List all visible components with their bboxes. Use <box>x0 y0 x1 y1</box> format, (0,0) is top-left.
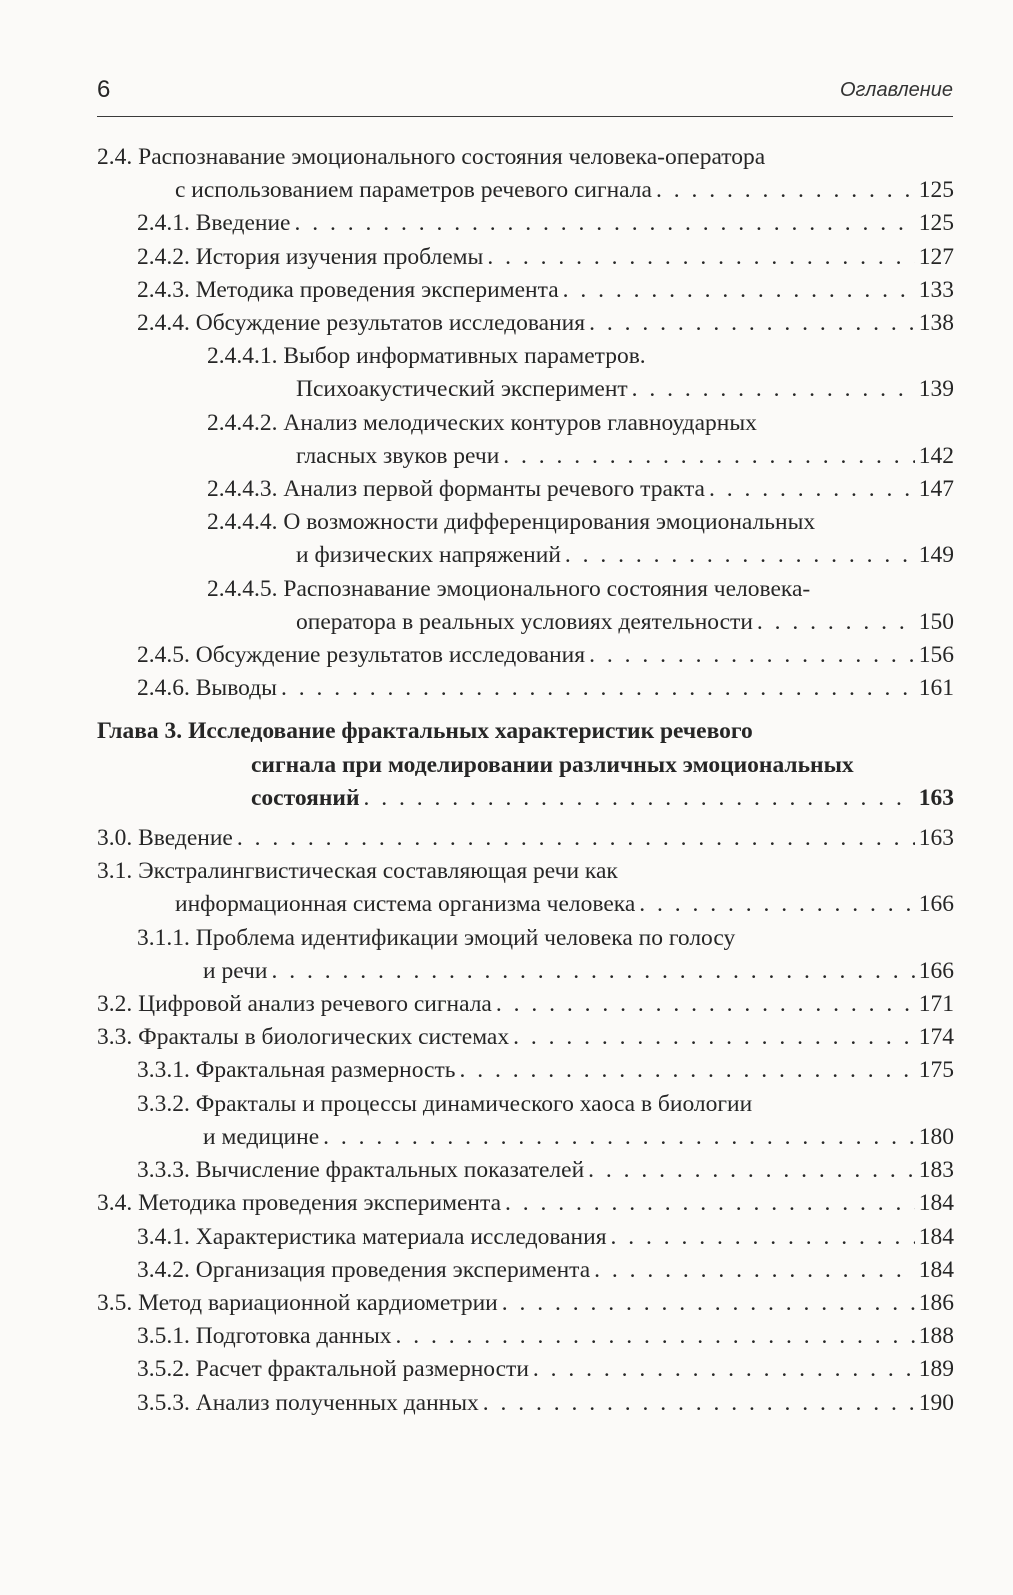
toc-entry-title: 3.3.2. Фракталы и процессы динамического хаоса в биологии <box>137 1090 753 1117</box>
toc-page-number: 188 <box>918 1323 954 1350</box>
toc-entry-number: 3.5. <box>97 1289 133 1316</box>
toc-entry <box>97 1254 954 1287</box>
toc-entry-number: 2.4.4.1. <box>207 343 278 370</box>
toc-entry-number: 2.4.3. <box>137 276 190 303</box>
dot-leader <box>594 1254 915 1287</box>
toc-page-number: 133 <box>918 276 954 303</box>
dot-leader <box>709 473 915 506</box>
toc-entry-title: 3.4. Методика проведения эксперимента <box>97 1190 501 1217</box>
toc-entry <box>97 639 954 672</box>
toc-page-number: 174 <box>918 1024 954 1051</box>
toc-page-number: 142 <box>918 442 954 469</box>
dot-leader <box>589 307 915 340</box>
toc-entry-title: 3.5.2. Расчет фрактальной размерности <box>137 1356 529 1383</box>
dot-leader <box>502 1287 915 1320</box>
toc-entry-title: 2.4.4.1. Выбор информативных параметров. <box>207 343 646 370</box>
toc-page-number: 189 <box>918 1356 954 1383</box>
toc-entry <box>97 1021 954 1054</box>
toc-page-number: 149 <box>918 542 954 569</box>
toc-entry-number: 2.4.1. <box>137 210 190 237</box>
dot-leader <box>611 1221 915 1254</box>
toc-entry <box>97 1320 954 1353</box>
toc-entry <box>97 1054 954 1087</box>
toc-entry-title: 3.1. Экстралингвистическая составляющая речи как <box>97 858 618 885</box>
toc-entry-title: с использованием параметров речевого сигнала <box>175 177 652 204</box>
dot-leader <box>496 988 915 1021</box>
dot-leader <box>271 955 914 988</box>
toc-entry-title: и речи <box>203 957 268 984</box>
toc-entry <box>97 473 954 506</box>
toc-entry-number: 2.4.4.2. <box>207 409 278 436</box>
dot-leader <box>396 1320 915 1353</box>
dot-leader <box>588 1154 915 1187</box>
toc-entry-title: 3.5.3. Анализ полученных данных <box>137 1389 479 1416</box>
dot-leader <box>757 606 915 639</box>
toc-entry-title: гласных звуков речи <box>296 442 500 469</box>
toc-entry <box>97 1387 954 1420</box>
toc-entry-number: 3.0. <box>97 825 133 852</box>
toc-entry-number: 3.4.1. <box>137 1223 190 1250</box>
toc-entry-number: 3.1. <box>97 858 133 885</box>
toc-entry-number: 2.4.6. <box>137 675 190 702</box>
toc-entry-title: 3.3. Фракталы в биологических системах <box>97 1024 510 1051</box>
toc-entry-title: 3.5.1. Подготовка данных <box>137 1323 392 1350</box>
toc-entry-title: 3.4.1. Характеристика материала исследования <box>137 1223 607 1250</box>
toc-page-number: 171 <box>918 991 954 1018</box>
toc-entry-number: 3.4. <box>97 1190 133 1217</box>
toc-entry-title: и физических напряжений <box>296 542 561 569</box>
toc-entry-number: 2.4.4.4. <box>207 509 278 536</box>
toc-entry-number: 3.3. <box>97 1024 133 1051</box>
toc-entry <box>97 988 954 1021</box>
toc-page-number: 125 <box>918 177 954 204</box>
toc-entry-title: 2.4.2. История изучения проблемы <box>137 243 484 270</box>
toc-entry <box>97 1088 954 1154</box>
toc-page-number: 156 <box>918 642 954 669</box>
toc-entry <box>97 1287 954 1320</box>
running-header <box>97 76 953 117</box>
toc-entry-number: 3.1.1. <box>137 924 190 951</box>
toc-entry-number: 3.5.1. <box>137 1323 190 1350</box>
dot-leader <box>513 1021 915 1054</box>
dot-leader <box>487 241 914 274</box>
toc-entry-number: 2.4.5. <box>137 642 190 669</box>
dot-leader <box>503 440 914 473</box>
toc-page-number: 125 <box>918 210 954 237</box>
dot-leader <box>589 639 915 672</box>
toc-entry <box>97 822 954 855</box>
dot-leader <box>281 672 915 705</box>
toc-entry <box>97 274 954 307</box>
table-of-contents <box>97 141 954 1420</box>
toc-entry-title: 2.4.4.5. Распознавание эмоционального состояния человека- <box>207 575 811 602</box>
page-number: 6 <box>97 76 111 103</box>
toc-entry-title: 2.4.4.4. О возможности дифференцирования эмоциональных <box>207 509 816 536</box>
toc-entry <box>97 1187 954 1220</box>
dot-leader <box>565 539 915 572</box>
dot-leader <box>563 274 915 307</box>
dot-leader <box>363 782 914 815</box>
toc-page-number: 183 <box>918 1157 954 1184</box>
toc-page-number: 150 <box>918 608 954 635</box>
toc-page-number: 166 <box>918 891 954 918</box>
toc-page-number: 163 <box>918 825 954 852</box>
toc-entry-title: 3.3.3. Вычисление фрактальных показателей <box>137 1157 585 1184</box>
toc-entry <box>97 506 954 572</box>
toc-entry-title: сигнала при моделировании различных эмоциональных <box>251 751 854 778</box>
toc-entry-title: 2.4.4.2. Анализ мелодических контуров главноударных <box>207 409 757 436</box>
toc-entry-title: 3.1.1. Проблема идентификации эмоций человека по голосу <box>137 924 736 951</box>
toc-entry-title: оператора в реальных условиях деятельности <box>296 608 753 635</box>
toc-page-number: 161 <box>918 675 954 702</box>
toc-entry-title: 3.4.2. Организация проведения эксперимента <box>137 1256 591 1283</box>
toc-entry-title: 3.5. Метод вариационной кардиометрии <box>97 1289 498 1316</box>
toc-page-number: 184 <box>918 1256 954 1283</box>
toc-entry-title: состояний <box>251 784 360 811</box>
toc-page-number: 166 <box>918 957 954 984</box>
toc-page-number: 138 <box>918 310 954 337</box>
toc-entry <box>97 141 954 207</box>
toc-entry-number: 3.3.2. <box>137 1090 190 1117</box>
toc-entry-title: Глава 3. Исследование фрактальных характеристик речевого <box>97 718 753 745</box>
toc-entry-number: 3.3.3. <box>137 1157 190 1184</box>
toc-entry-title: Психоакустический эксперимент <box>296 376 628 403</box>
toc-entry-title: 2.4.1. Введение <box>137 210 291 237</box>
toc-entry-number: Глава 3. <box>97 718 183 745</box>
toc-entry-number: 2.4.4.5. <box>207 575 278 602</box>
dot-leader <box>237 822 915 855</box>
toc-page-number: 184 <box>918 1223 954 1250</box>
toc-entry-number: 2.4.4. <box>137 310 190 337</box>
toc-entry <box>97 922 954 988</box>
running-title: Оглавление <box>839 79 953 101</box>
toc-entry <box>97 1221 954 1254</box>
toc-page-number: 186 <box>918 1289 954 1316</box>
toc-page-number: 190 <box>918 1389 954 1416</box>
toc-entry-title: 2.4.3. Методика проведения эксперимента <box>137 276 559 303</box>
toc-entry-title: и медицине <box>203 1123 320 1150</box>
dot-leader <box>639 888 914 921</box>
toc-page-number: 180 <box>918 1123 954 1150</box>
toc-entry-number: 2.4. <box>97 144 133 170</box>
toc-page-number: 175 <box>918 1057 954 1084</box>
toc-entry-title: информационная система организма человека <box>175 891 636 918</box>
toc-entry <box>97 407 954 473</box>
toc-page-number: 127 <box>918 243 954 270</box>
toc-chapter <box>97 715 954 815</box>
toc-entry-title: 2.4.4. Обсуждение результатов исследования <box>137 310 586 337</box>
toc-entry-number: 2.4.2. <box>137 243 190 270</box>
toc-entry-title: 3.2. Цифровой анализ речевого сигнала <box>97 991 492 1018</box>
toc-entry <box>97 573 954 639</box>
toc-entry-title: 2.4. Распознавание эмоционального состояния человека-оператора <box>97 144 766 170</box>
toc-entry <box>97 340 954 406</box>
toc-entry <box>97 307 954 340</box>
dot-leader <box>505 1187 915 1220</box>
toc-entry <box>97 855 954 921</box>
dot-leader <box>294 207 914 240</box>
toc-page-number: 163 <box>918 784 954 811</box>
toc-entry-title: 2.4.5. Обсуждение результатов исследования <box>137 642 586 669</box>
toc-entry-number: 3.4.2. <box>137 1256 190 1283</box>
dot-leader <box>533 1353 915 1386</box>
toc-entry-number: 2.4.4.3. <box>207 476 278 503</box>
toc-entry-number: 3.5.3. <box>137 1389 190 1416</box>
toc-entry <box>97 207 954 240</box>
toc-entry <box>97 241 954 274</box>
toc-entry <box>97 1154 954 1187</box>
toc-entry-number: 3.2. <box>97 991 133 1018</box>
toc-entry-number: 3.5.2. <box>137 1356 190 1383</box>
toc-entry <box>97 672 954 705</box>
dot-leader <box>323 1121 915 1154</box>
dot-leader <box>656 174 915 207</box>
toc-entry <box>97 1353 954 1386</box>
toc-entry-title: 3.0. Введение <box>97 825 233 852</box>
toc-entry-title: 2.4.6. Выводы <box>137 675 277 702</box>
toc-entry-number: 3.3.1. <box>137 1057 190 1084</box>
dot-leader <box>459 1054 914 1087</box>
dot-leader <box>483 1387 915 1420</box>
toc-entry-title: 3.3.1. Фрактальная размерность <box>137 1057 456 1084</box>
toc-page-number: 184 <box>918 1190 954 1217</box>
dot-leader <box>632 373 915 406</box>
toc-entry-title: 2.4.4.3. Анализ первой форманты речевого тракта <box>207 476 705 503</box>
toc-page-number: 147 <box>918 476 954 503</box>
toc-page-number: 139 <box>918 376 954 403</box>
